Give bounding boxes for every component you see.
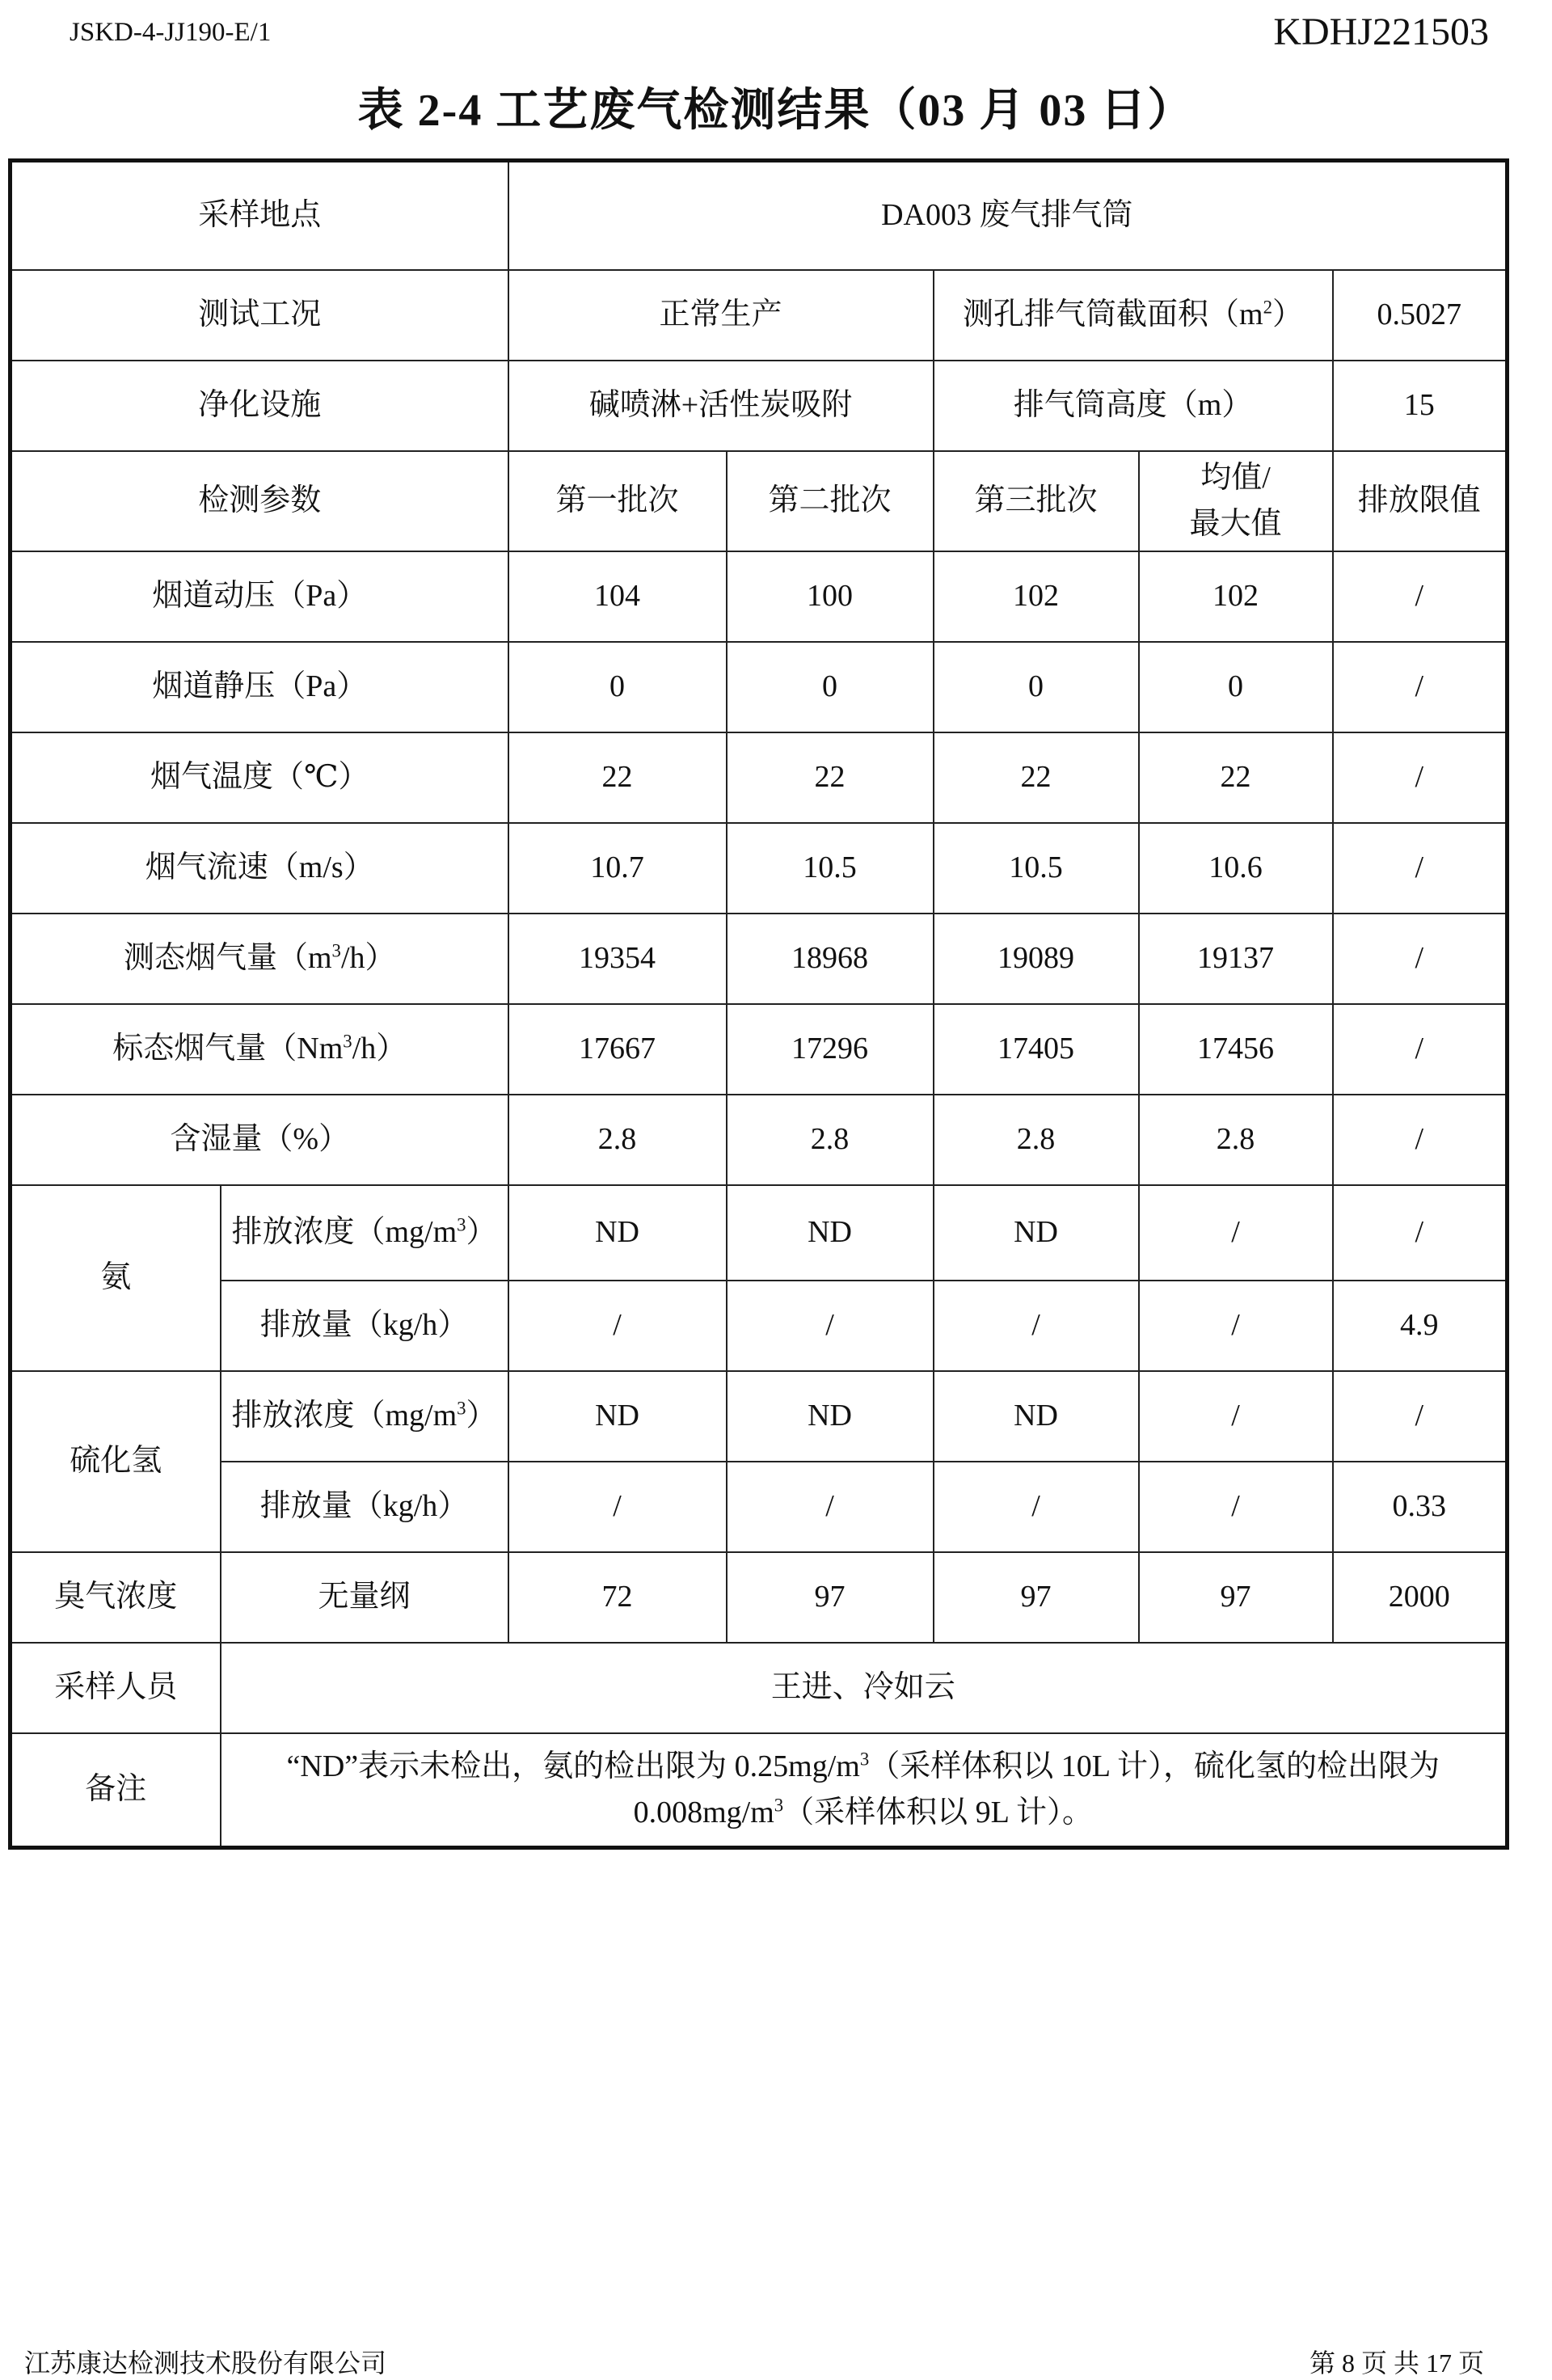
column-header-param: 检测参数 (11, 451, 508, 551)
section-area-value: 0.5027 (1333, 270, 1508, 361)
cell-limit: / (1333, 823, 1508, 914)
column-header-batch3: 第三批次 (934, 451, 1139, 551)
column-header-batch2: 第二批次 (727, 451, 934, 551)
cell-limit: / (1333, 1185, 1508, 1281)
ammonia-rate-label: 排放量（kg/h） (221, 1281, 508, 1371)
cell-limit: / (1333, 551, 1508, 642)
table-title: 表 2-4 工艺废气检测结果（03 月 03 日） (357, 86, 1195, 136)
cell-batch2: ND (727, 1185, 934, 1281)
cell-batch3: 102 (934, 551, 1139, 642)
column-header-avg: 均值/ 最大值 (1139, 451, 1333, 551)
cell-batch3: 22 (934, 732, 1139, 823)
column-header-limit: 排放限值 (1333, 451, 1508, 551)
sampling-point-value: DA003 废气排气筒 (508, 161, 1508, 270)
table-row (11, 914, 1508, 1004)
cell-batch2: / (727, 1462, 934, 1552)
cell-batch3: 0 (934, 642, 1139, 732)
cell-batch2: 17296 (727, 1004, 934, 1095)
cell-batch2: 18968 (727, 914, 934, 1004)
table-header-row (11, 451, 1508, 551)
cell-batch1: 19354 (508, 914, 727, 1004)
cell-batch3: ND (934, 1185, 1139, 1281)
cell-limit: / (1333, 732, 1508, 823)
odor-label: 臭气浓度 (11, 1552, 221, 1643)
row-label: 烟气流速（m/s） (11, 823, 508, 914)
cell-batch3: 97 (934, 1552, 1139, 1643)
table-row (11, 823, 1508, 914)
section-area-label: 测孔排气筒截面积$(m^2)$ (934, 270, 1333, 361)
cell-batch1: ND (508, 1185, 727, 1281)
row-label: 烟道静压（Pa） (11, 642, 508, 732)
h2s-rate-label: 排放量（kg/h） (221, 1462, 508, 1552)
cell-batch2: 0 (727, 642, 934, 732)
cell-limit: 4.9 (1333, 1281, 1508, 1371)
cell-avg: 22 (1139, 732, 1333, 823)
ammonia-conc-label: 排放浓度$(mg/m^3)$ (221, 1185, 508, 1281)
table-row (11, 732, 1508, 823)
cell-batch3: 2.8 (934, 1095, 1139, 1185)
cell-batch1: 104 (508, 551, 727, 642)
row-label: 含湿量（%） (11, 1095, 508, 1185)
table-row (11, 551, 1508, 642)
results-table (8, 158, 1509, 1850)
sampler-label: 采样人员 (11, 1643, 221, 1733)
cell-avg: 19137 (1139, 914, 1333, 1004)
cell-avg: / (1139, 1462, 1333, 1552)
cell-batch1: 22 (508, 732, 727, 823)
cell-avg: 0 (1139, 642, 1333, 732)
cell-limit: / (1333, 1095, 1508, 1185)
stack-height-value: 15 (1333, 361, 1508, 451)
cell-limit: / (1333, 642, 1508, 732)
h2s-label: 硫化氢 (11, 1371, 221, 1552)
cell-batch3: / (934, 1281, 1139, 1371)
cell-batch1: 72 (508, 1552, 727, 1643)
row-label: 标态烟气量（Nm$^3$/h） (11, 1004, 508, 1095)
cell-batch1: 0 (508, 642, 727, 732)
page-number: 第 8 页 共 17 页 (1309, 2348, 1484, 2378)
cell-limit: / (1333, 1004, 1508, 1095)
cell-avg: 10.6 (1139, 823, 1333, 914)
table-row (11, 1185, 1508, 1281)
cell-avg: / (1139, 1371, 1333, 1462)
cell-batch2: ND (727, 1371, 934, 1462)
column-header-batch1: 第一批次 (508, 451, 727, 551)
table-row (11, 642, 1508, 732)
cell-batch1: ND (508, 1371, 727, 1462)
table-row (11, 1643, 1508, 1733)
table-row (11, 1371, 1508, 1462)
table-row (11, 161, 1508, 270)
cell-batch3: / (934, 1462, 1139, 1552)
cell-batch3: 10.5 (934, 823, 1139, 914)
cell-avg: 102 (1139, 551, 1333, 642)
table-row (11, 1095, 1508, 1185)
purification-value: 碱喷淋+活性炭吸附 (508, 361, 934, 451)
cell-limit: / (1333, 1371, 1508, 1462)
cell-avg: / (1139, 1185, 1333, 1281)
cell-batch1: 10.7 (508, 823, 727, 914)
remark-label: 备注 (11, 1733, 221, 1848)
sampling-point-label: 采样地点 (11, 161, 508, 270)
cell-batch3: ND (934, 1371, 1139, 1462)
cell-avg: 2.8 (1139, 1095, 1333, 1185)
row-label: 测态烟气量$(m^3/h)$ (11, 914, 508, 1004)
purification-label: 净化设施 (11, 361, 508, 451)
odor-unit: 无量纲 (221, 1552, 508, 1643)
company-name: 江苏康达检测技术股份有限公司 (24, 2348, 387, 2378)
cell-batch2: 2.8 (727, 1095, 934, 1185)
test-condition-label: 测试工况 (11, 270, 508, 361)
row-label: 烟气温度（℃） (11, 732, 508, 823)
cell-limit: 2000 (1333, 1552, 1508, 1643)
cell-batch2: / (727, 1281, 934, 1371)
table-row (11, 1552, 1508, 1643)
table-row (11, 1004, 1508, 1095)
ammonia-label: 氨 (11, 1185, 221, 1371)
table-row (11, 1733, 1508, 1848)
h2s-conc-label: 排放浓度$(mg/m^3)$ (221, 1371, 508, 1462)
remark-text: “ND”表示未检出，氨的检出限为 $0.25mg/m^3$（采样体积以 10L 计），硫化氢的检出限为 $0.008mg/m^3$（采样体积以 9L 计）。 (221, 1733, 1508, 1848)
cell-limit: 0.33 (1333, 1462, 1508, 1552)
cell-avg: 97 (1139, 1552, 1333, 1643)
cell-avg: / (1139, 1281, 1333, 1371)
row-label: 烟道动压（Pa） (11, 551, 508, 642)
cell-batch2: 22 (727, 732, 934, 823)
document-code: JSKD-4-JJ190-E/1 (70, 18, 272, 47)
cell-batch2: 97 (727, 1552, 934, 1643)
cell-batch1: / (508, 1462, 727, 1552)
cell-batch3: 17405 (934, 1004, 1139, 1095)
cell-batch3: 19089 (934, 914, 1139, 1004)
cell-batch1: 2.8 (508, 1095, 727, 1185)
cell-batch2: 10.5 (727, 823, 934, 914)
cell-batch1: / (508, 1281, 727, 1371)
test-condition-value: 正常生产 (508, 270, 934, 361)
sampler-value: 王进、冷如云 (221, 1643, 1508, 1733)
cell-batch1: 17667 (508, 1004, 727, 1095)
table-row (11, 1462, 1508, 1552)
cell-avg: 17456 (1139, 1004, 1333, 1095)
table-row (11, 270, 1508, 361)
cell-limit: / (1333, 914, 1508, 1004)
table-row (11, 361, 1508, 451)
table-row (11, 1281, 1508, 1371)
report-number: KDHJ221503 (1273, 11, 1489, 53)
cell-batch2: 100 (727, 551, 934, 642)
stack-height-label: 排气筒高度（m） (934, 361, 1333, 451)
